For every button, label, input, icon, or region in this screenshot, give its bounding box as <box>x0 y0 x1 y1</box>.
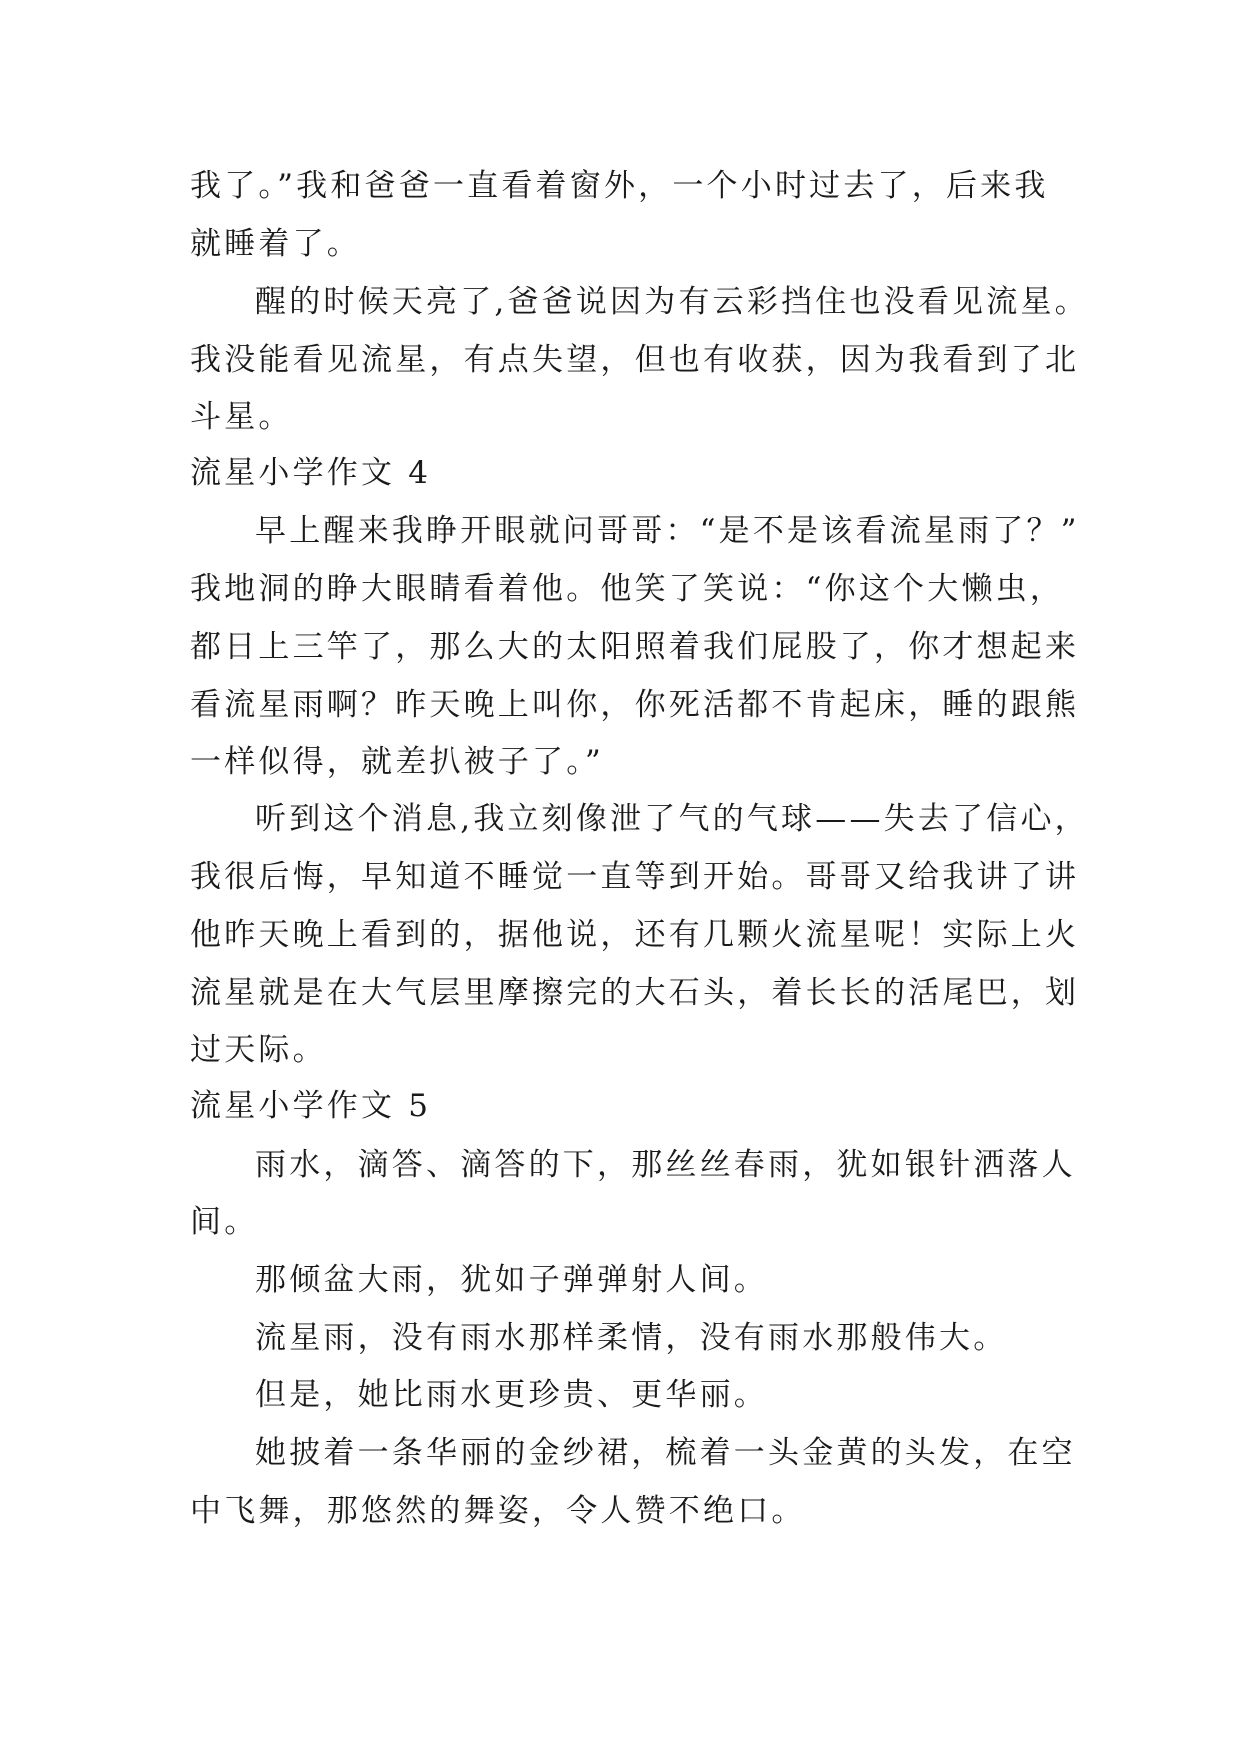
text-line: 我地洞的睁大眼睛看着他。他笑了笑说：“你这个大懒虫， <box>190 571 1065 607</box>
text-line: 中飞舞，那悠然的舞姿，令人赞不绝口。 <box>190 1493 806 1529</box>
paragraph-first-line: 流星雨，没有雨水那样柔情，没有雨水那般伟大。 <box>255 1320 1008 1356</box>
section-heading: 流星小学作文 5 <box>190 1088 432 1124</box>
text-line: 间。 <box>190 1204 259 1240</box>
text-line: 就睡着了。 <box>190 226 361 262</box>
paragraph-first-line: 但是，她比雨水更珍贵、更华丽。 <box>255 1377 768 1413</box>
paragraph-first-line: 雨水，滴答、滴答的下，那丝丝春雨，犹如银针洒落人 <box>255 1147 1076 1183</box>
paragraph-first-line: 听到这个消息,我立刻像泄了气的气球——失去了信心， <box>255 801 1089 837</box>
text-line: 斗星。 <box>190 399 293 435</box>
text-line: 看流星雨啊？昨天晚上叫你，你死活都不肯起床，睡的跟熊 <box>190 687 1080 723</box>
paragraph-first-line: 她披着一条华丽的金纱裙，梳着一头金黄的头发，在空 <box>255 1435 1076 1471</box>
text-line: 我了。”我和爸爸一直看着窗外，一个小时过去了，后来我 <box>190 168 1049 204</box>
text-line: 流星就是在大气层里摩擦完的大石头，着长长的活尾巴，划 <box>190 975 1080 1011</box>
text-line: 他昨天晚上看到的，据他说，还有几颗火流星呢！实际上火 <box>190 917 1080 953</box>
paragraph-first-line: 早上醒来我睁开眼就问哥哥：“是不是该看流星雨了？” <box>255 513 1080 549</box>
text-line: 一样似得，就差扒被子了。” <box>190 744 604 780</box>
section-heading: 流星小学作文 4 <box>190 455 432 491</box>
text-line: 我很后悔，早知道不睡觉一直等到开始。哥哥又给我讲了讲 <box>190 859 1080 895</box>
paragraph-first-line: 醒的时候天亮了,爸爸说因为有云彩挡住也没看见流星。 <box>255 284 1089 320</box>
text-line: 都日上三竿了，那么大的太阳照着我们屁股了，你才想起来 <box>190 629 1080 665</box>
text-line: 我没能看见流星，有点失望，但也有收获，因为我看到了北 <box>190 342 1080 378</box>
paragraph-first-line: 那倾盆大雨，犹如子弹弹射人间。 <box>255 1262 768 1298</box>
text-line: 过天际。 <box>190 1032 327 1068</box>
